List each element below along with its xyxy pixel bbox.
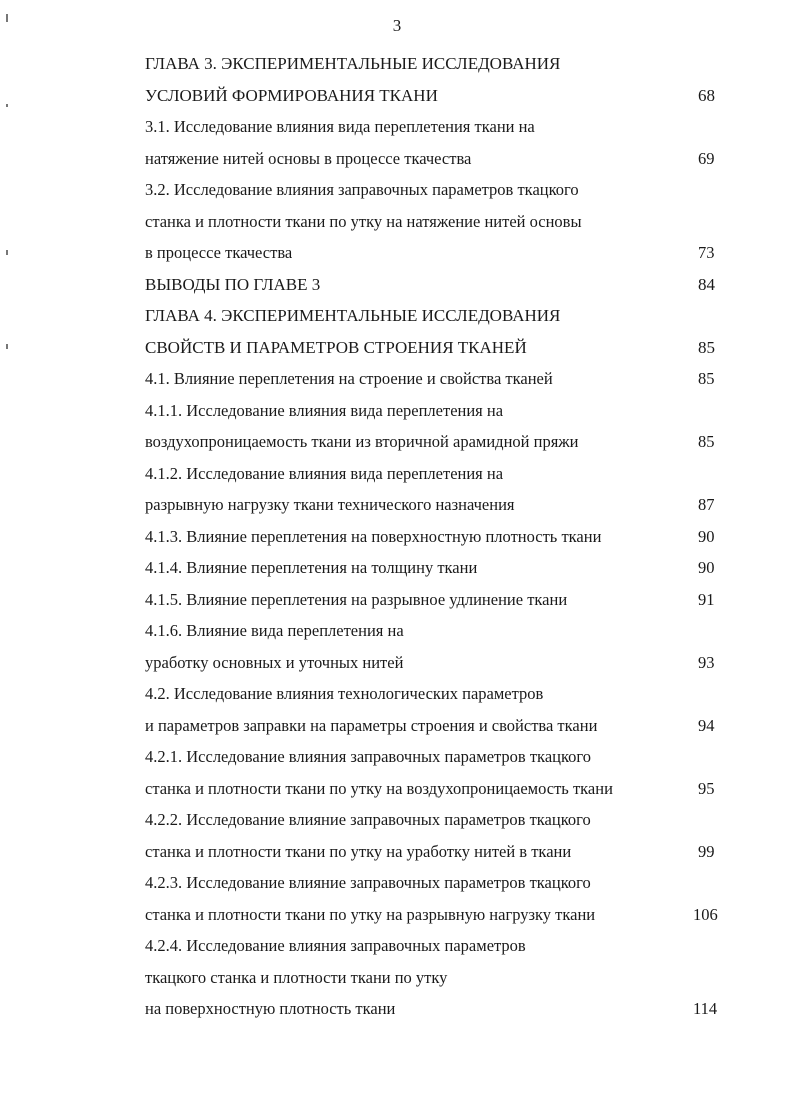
toc-entry-text: 4.2. Исследование влияния технологических параметров — [145, 684, 544, 703]
toc-entry-text: 3.1. Исследование влияния вида переплетения ткани на — [145, 117, 535, 136]
toc-line — [145, 615, 735, 647]
toc-entry-text: 4.2.4. Исследование влияния заправочных параметров — [145, 936, 526, 955]
toc-line — [145, 899, 735, 931]
toc-line — [145, 678, 735, 710]
toc-line — [145, 867, 735, 899]
table-of-contents — [145, 48, 735, 1025]
toc-page-number: 87 — [698, 495, 715, 514]
toc-line — [145, 174, 735, 206]
toc-entry-text: ВЫВОДЫ ПО ГЛАВЕ 3 — [145, 274, 321, 294]
toc-entry-text: 4.1.4. Влияние переплетения на толщину ткани — [145, 558, 478, 577]
toc-line — [145, 804, 735, 836]
toc-line — [145, 836, 735, 868]
toc-chapter-line — [145, 80, 735, 112]
toc-line — [145, 426, 735, 458]
scan-mark — [6, 344, 8, 349]
toc-page-number: 114 — [693, 999, 718, 1018]
toc-line — [145, 237, 735, 269]
toc-entry-text: в процессе ткачества — [145, 243, 293, 262]
toc-page-number: 90 — [698, 526, 715, 546]
toc-entry-text: 4.2.3. Исследование влияние заправочных параметров ткацкого — [145, 873, 591, 892]
toc-entry-text: станка и плотности ткани по утку на воздухопроницаемость ткани — [145, 778, 613, 798]
toc-line — [145, 363, 735, 395]
toc-entry-text: 4.1.5. Влияние переплетения на разрывное удлинение ткани — [145, 589, 568, 609]
toc-line — [145, 647, 735, 679]
toc-entry-text: 4.1.1. Исследование влияния вида переплетения на — [145, 400, 504, 420]
toc-page-number: 95 — [698, 778, 715, 798]
toc-page-number: 106 — [693, 904, 718, 924]
toc-page-number: 93 — [698, 652, 715, 672]
toc-entry-text: 4.1.6. Влияние вида переплетения на — [145, 621, 404, 640]
toc-page-number: 73 — [698, 243, 715, 262]
toc-entry-text: воздухопроницаемость ткани из вторичной арамидной пряжи — [145, 432, 579, 451]
toc-page-number: 99 — [698, 841, 715, 861]
scan-mark — [6, 14, 8, 22]
toc-chapter-line — [145, 48, 735, 80]
toc-line — [145, 489, 735, 521]
toc-chapter-line — [145, 269, 735, 301]
toc-line — [145, 993, 735, 1025]
toc-line — [145, 521, 735, 553]
toc-line — [145, 206, 735, 238]
toc-entry-text: 4.1. Влияние переплетения на строение и свойства тканей — [145, 369, 553, 388]
toc-entry-text: ГЛАВА 3. ЭКСПЕРИМЕНТАЛЬНЫЕ ИССЛЕДОВАНИЯ — [145, 54, 561, 73]
toc-page-number: 94 — [698, 715, 715, 735]
toc-page-number: 91 — [698, 589, 715, 609]
scan-mark — [6, 104, 8, 107]
toc-line — [145, 741, 735, 773]
toc-chapter-line — [145, 300, 735, 332]
toc-page-number: 90 — [698, 558, 715, 577]
toc-line — [145, 552, 735, 584]
toc-entry-text: натяжение нитей основы в процессе ткачества — [145, 148, 472, 168]
toc-entry-text: СВОЙСТВ И ПАРАМЕТРОВ СТРОЕНИЯ ТКАНЕЙ — [145, 337, 527, 357]
toc-entry-text: 4.1.3. Влияние переплетения на поверхностную плотность ткани — [145, 526, 602, 546]
scan-mark — [6, 250, 8, 255]
toc-line — [145, 584, 735, 616]
toc-entry-text: уработку основных и уточных нитей — [145, 652, 404, 672]
toc-line — [145, 962, 735, 994]
toc-chapter-line — [145, 332, 735, 364]
toc-entry-text: 3.2. Исследование влияния заправочных параметров ткацкого — [145, 180, 579, 199]
toc-entry-text: 4.1.2. Исследование влияния вида переплетения на — [145, 463, 504, 483]
toc-page-number: 68 — [698, 85, 715, 105]
toc-line — [145, 930, 735, 962]
toc-entry-text: 4.2.2. Исследование влияние заправочных параметров ткацкого — [145, 810, 591, 829]
toc-page-number: 84 — [698, 274, 715, 294]
toc-line — [145, 395, 735, 427]
toc-page-number: 85 — [698, 369, 715, 388]
toc-entry-text: и параметров заправки на параметры строения и свойства ткани — [145, 715, 598, 735]
toc-entry-text: 4.2.1. Исследование влияния заправочных параметров ткацкого — [145, 747, 592, 766]
toc-entry-text: станка и плотности ткани по утку на разрывную нагрузку ткани — [145, 904, 596, 924]
toc-entry-text: станка и плотности ткани по утку на натяжение нитей основы — [145, 211, 582, 231]
toc-entry-text: разрывную нагрузку ткани технического назначения — [145, 495, 515, 514]
toc-page-number: 85 — [698, 432, 715, 451]
page-number: 3 — [392, 16, 402, 35]
toc-entry-text: ГЛАВА 4. ЭКСПЕРИМЕНТАЛЬНЫЕ ИССЛЕДОВАНИЯ — [145, 306, 561, 325]
toc-line — [145, 143, 735, 175]
toc-entry-text: УСЛОВИЙ ФОРМИРОВАНИЯ ТКАНИ — [145, 85, 438, 105]
toc-line — [145, 773, 735, 805]
toc-page-number: 85 — [698, 337, 715, 357]
toc-entry-text: станка и плотности ткани по утку на уработку нитей в ткани — [145, 841, 572, 861]
toc-line — [145, 458, 735, 490]
toc-entry-text: на поверхностную плотность ткани — [145, 999, 396, 1018]
toc-line — [145, 111, 735, 143]
toc-page-number: 69 — [698, 148, 715, 168]
toc-line — [145, 710, 735, 742]
toc-entry-text: ткацкого станка и плотности ткани по утку — [145, 967, 448, 987]
